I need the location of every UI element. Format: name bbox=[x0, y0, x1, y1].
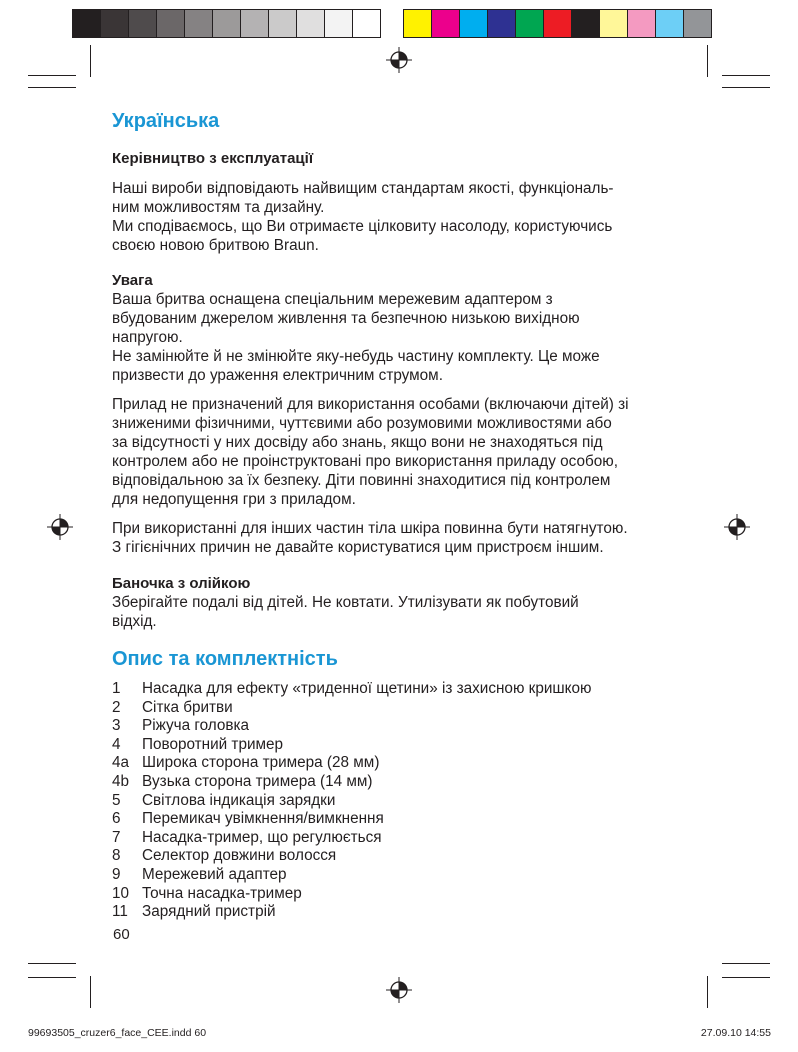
list-item-number: 3 bbox=[112, 717, 121, 735]
list-item bbox=[112, 866, 692, 885]
color-swatch bbox=[212, 9, 241, 38]
list-item-number: 4a bbox=[112, 754, 130, 772]
list-item-number: 10 bbox=[112, 884, 130, 902]
skin-paragraph: При використанні для інших частин тіла шкіра повинна бути натягнутою. З гігієнічних причин не давайте користуватися цим пристроєм іншим. bbox=[112, 520, 628, 556]
list-item-number: 6 bbox=[112, 810, 121, 828]
list-item bbox=[112, 829, 692, 848]
color-swatch bbox=[352, 9, 381, 38]
list-item bbox=[112, 680, 692, 699]
list-item-number: 9 bbox=[112, 865, 121, 883]
color-swatch bbox=[100, 9, 129, 38]
color-swatch bbox=[268, 9, 297, 38]
section-title-description: Опис та комплектність bbox=[112, 648, 338, 670]
warning-heading: Увага bbox=[112, 272, 153, 289]
color-swatch bbox=[324, 9, 353, 38]
color-swatch bbox=[156, 9, 185, 38]
list-item-text: Селектор довжини волосся bbox=[142, 847, 337, 865]
oil-heading: Баночка з олійкою bbox=[112, 575, 251, 592]
list-item bbox=[112, 754, 692, 773]
color-swatch bbox=[403, 9, 432, 38]
list-item bbox=[112, 773, 692, 792]
color-swatch bbox=[487, 9, 516, 38]
list-item-text: Ріжуча головка bbox=[142, 717, 250, 735]
list-item bbox=[112, 810, 692, 829]
list-item bbox=[112, 847, 692, 866]
page-number: 60 bbox=[113, 926, 130, 943]
list-item-number: 5 bbox=[112, 791, 121, 809]
list-item-number: 2 bbox=[112, 698, 121, 716]
color-swatch bbox=[296, 9, 325, 38]
list-item-text: Сітка бритви bbox=[142, 698, 233, 716]
list-item bbox=[112, 717, 692, 736]
color-swatch bbox=[599, 9, 628, 38]
color-swatch bbox=[184, 9, 213, 38]
color-swatch bbox=[459, 9, 488, 38]
list-item-number: 8 bbox=[112, 847, 121, 865]
color-swatch bbox=[655, 9, 684, 38]
color-swatch bbox=[128, 9, 157, 38]
footer-file-info: 99693505_cruzer6_face_CEE.indd 60 bbox=[28, 1027, 207, 1039]
list-item-number: 4 bbox=[112, 735, 121, 753]
page-content bbox=[112, 108, 692, 922]
oil-paragraph: Зберігайте подалі від дітей. Не ковтати. Утилізувати як побутовий відхід. bbox=[112, 594, 579, 630]
intro-paragraph: Наші вироби відповідають найвищим стандартам якості, функціональ- ним можливостям та дизайну. Ми сподіваємось, що Ви отримаєте цілковиту насолоду, користуючись своєю новою бритвою Braun. bbox=[112, 180, 614, 254]
list-item-text: Зарядний пристрій bbox=[142, 903, 276, 921]
list-item bbox=[112, 792, 692, 811]
footer-date: 27.09.10 14:55 bbox=[700, 1027, 771, 1039]
color-swatch bbox=[683, 9, 712, 38]
color-swatch bbox=[72, 9, 101, 38]
list-item bbox=[112, 736, 692, 755]
registration-mark-icon bbox=[724, 514, 750, 540]
list-item-text: Насадка-тример, що регулюється bbox=[142, 828, 382, 846]
list-item bbox=[112, 699, 692, 718]
list-item-text: Широка сторона тримера (28 мм) bbox=[142, 754, 380, 772]
gray-calibration-bar bbox=[72, 9, 380, 39]
list-item-text: Світлова індикація зарядки bbox=[142, 791, 336, 809]
list-item-number: 11 bbox=[112, 903, 128, 921]
list-item bbox=[112, 885, 692, 904]
list-item-text: Мережевий адаптер bbox=[142, 865, 287, 883]
parts-list bbox=[112, 680, 692, 922]
list-item-text: Перемикач увімкнення/вимкнення bbox=[142, 810, 384, 828]
warning-paragraph: Ваша бритва оснащена спеціальним мережевим адаптером з вбудованим джерелом живлення та безпечною низькою вихідною напругою. Не замінюйте й не змінюйте яку-небудь частину комплекту. Це може призвести до ураження електричним струмом. bbox=[112, 291, 600, 384]
color-swatch bbox=[627, 9, 656, 38]
list-item-text: Вузька сторона тримера (14 мм) bbox=[142, 772, 373, 790]
registration-mark-icon bbox=[386, 47, 412, 73]
list-item-text: Точна насадка-тример bbox=[142, 884, 302, 902]
children-paragraph: Прилад не призначений для використання особами (включаючи дітей) зі зниженими фізичними, чуттєвими або розумовими можливостями або за відсутності у них досвіду або знань, якщо вони не знаходяться під контролем або не проінструктовані про використання приладу особою, відповідальною за їх безпеку. Діти повинні знаходитися під контролем для недопущення гри з приладом. bbox=[112, 396, 629, 508]
color-swatch bbox=[543, 9, 572, 38]
manual-subtitle: Керівництво з експлуатації bbox=[112, 150, 314, 167]
list-item-text: Поворотний тример bbox=[142, 735, 284, 753]
color-calibration-bar bbox=[403, 9, 711, 39]
list-item-number: 4b bbox=[112, 772, 130, 790]
list-item-number: 7 bbox=[112, 828, 121, 846]
section-title-ukrainian: Українська bbox=[112, 110, 220, 132]
list-item-text: Насадка для ефекту «триденної щетини» із захисною кришкою bbox=[142, 680, 592, 697]
color-swatch bbox=[431, 9, 460, 38]
list-item bbox=[112, 903, 692, 922]
registration-mark-icon bbox=[386, 977, 412, 1003]
list-item-number: 1 bbox=[112, 680, 121, 697]
color-swatch bbox=[515, 9, 544, 38]
registration-mark-icon bbox=[47, 514, 73, 540]
color-swatch bbox=[571, 9, 600, 38]
color-swatch bbox=[240, 9, 269, 38]
